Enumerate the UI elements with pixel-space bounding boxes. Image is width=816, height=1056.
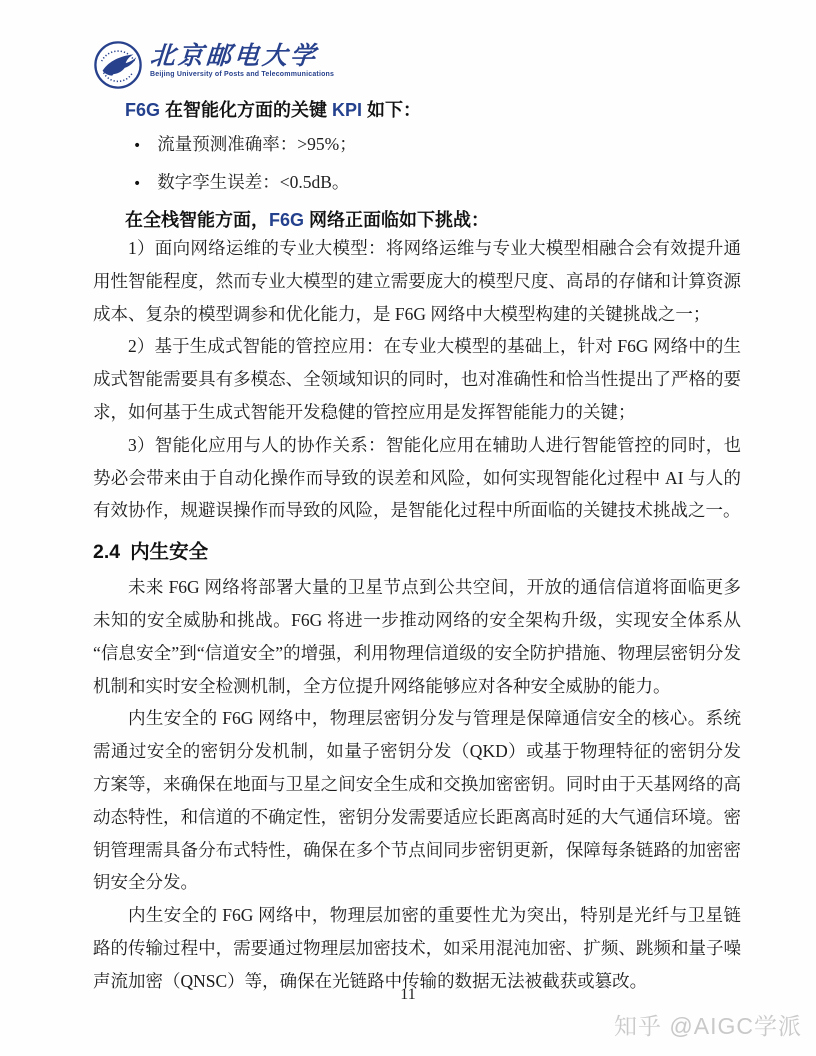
challenge-paragraph-3: 3）智能化应用与人的协作关系：智能化应用在辅助人进行智能管控的同时，也势必会带来由于自动化操作而导致的误差和风险，如何实现智能化过程中 AI 与人的有效协作，规避误操作而导致的风险，是智能化过程中所面临的关键技术挑战之一。 [93,434,741,521]
section-title: 内生安全 [130,541,209,564]
challenges-heading [125,208,741,232]
section-number: 2.4 [93,541,121,564]
list-item [133,164,741,202]
logo-text [150,40,334,79]
challenge-paragraph-1: 1）面向网络运维的专业大模型：将网络运维与专业大模型相融合会有效提升通用性智能程度，然而专业大模型的建立需要庞大的模型尺度、高昂的存储和计算资源成本、复杂的模型调参和优化能力，是 F6G 网络中大模型构建的关键挑战之一； [93,238,741,324]
kpi-list [93,126,741,202]
security-paragraph-1: 未来 F6G 网络将部署大量的卫星节点到公共空间，开放的通信信道将面临更多未知的安全威胁和挑战。F6G 将进一步推动网络的安全架构升级，实现安全体系从“信息安全”到“信道安全”的增强，利用物理信道级的安全防护措施、物理层密钥分发机制和实时安全检测机制，全方位提升网络能够应对各种安全威胁的能力。 [93,577,741,696]
kpi-item-traffic: 流量预测准确率：>95%； [157,134,357,154]
list-item [133,126,741,164]
bupt-emblem-icon [93,40,143,90]
kpi-heading-text2: 如下： [367,100,422,120]
logo-subtitle-en: Beijing University of Posts and Telecommunications [150,71,335,78]
security-paragraph-3: 内生安全的 F6G 网络中，物理层加密的重要性尤为突出，特别是光纤与卫星链路的传输过程中，需要通过物理层加密技术，如采用混沌加密、扩频、跳频和量子噪声流加密（QNSC）等，确保在光链路中传输的数据无法被截获或篡改。 [93,905,741,991]
bullet-icon: • [133,176,142,192]
kpi-heading-kpi: KPI [332,100,368,120]
challenge-paragraph-2: 2）基于生成式智能的管控应用：在专业大模型的基础上，针对 F6G 网络中的生成式智能需要具有多模态、全领域知识的同时，也对准确性和恰当性提出了严格的要求，如何基于生成式智能开发稳健的管控应用是发挥智能能力的关键； [93,336,741,422]
kpi-heading-f6g: F6G [125,100,166,120]
challenges-heading-text1: 在全栈智能方面， [125,210,269,230]
challenges-heading-text2: 网络正面临如下挑战： [304,210,490,230]
section-heading-2-4 [93,539,741,565]
watermark: 知乎 @AIGC学派 [614,1013,802,1039]
university-logo [93,40,741,92]
page-number: 11 [400,986,416,1003]
security-paragraph-2: 内生安全的 F6G 网络中，物理层密钥分发与管理是保障通信安全的核心。系统需通过安全的密钥分发机制，如量子密钥分发（QKD）或基于物理特征的密钥分发方案等，来确保在地面与卫星之间安全生成和交换加密密钥。同时由于天基网络的高动态特性，和信道的不确定性，密钥分发需要适应长距离高时延的大气通信环境。密钥管理需具备分布式特性，确保在多个节点间同步密钥更新，保障每条链路的加密密钥安全分发。 [93,708,741,893]
kpi-heading [125,98,741,122]
kpi-item-twin: 数字孪生误差：<0.5dB。 [157,172,350,192]
kpi-heading-text1: 在智能化方面的关键 [165,100,333,120]
bullet-icon: • [133,138,142,154]
logo-title-cn: 北京邮电大学 [149,43,319,70]
challenges-heading-f6g: F6G [269,210,305,230]
